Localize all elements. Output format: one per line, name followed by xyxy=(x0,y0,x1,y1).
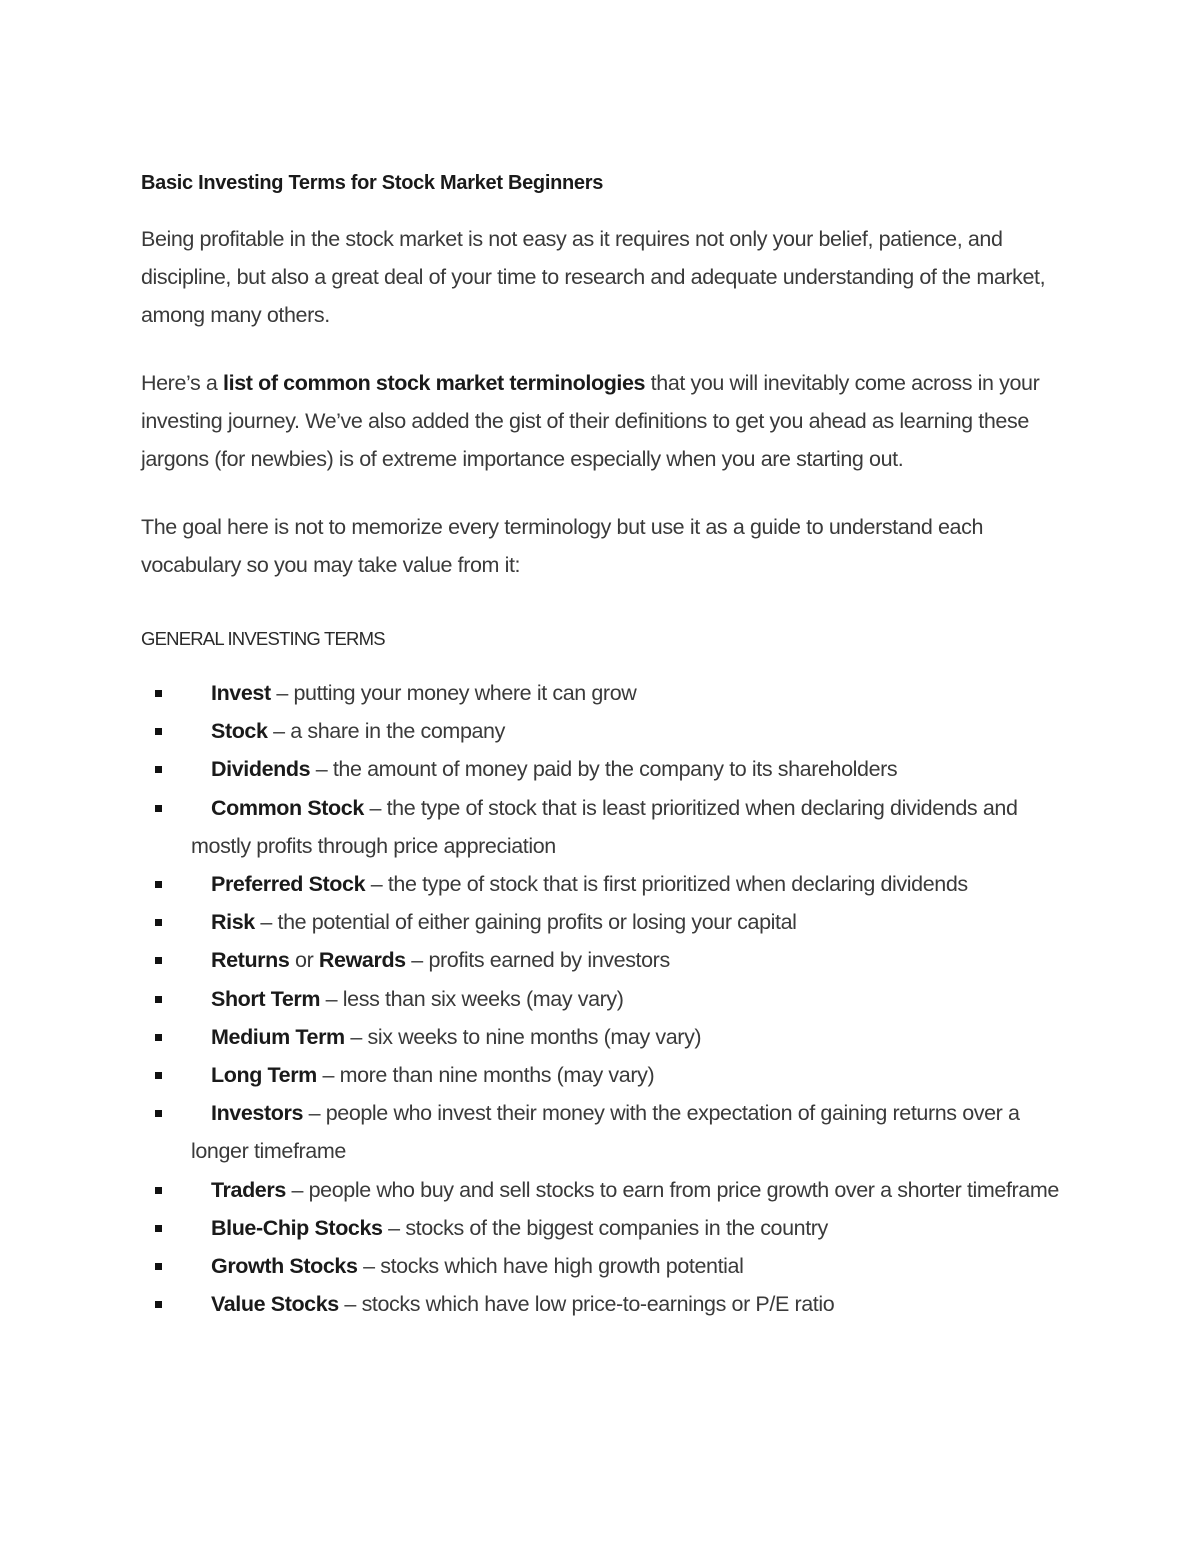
list-item xyxy=(191,1285,1061,1323)
term-definition: – stocks of the biggest companies in the country xyxy=(382,1215,828,1240)
term-definition: – stocks which have high growth potential xyxy=(357,1254,744,1279)
term-name: Common Stock xyxy=(211,795,364,820)
terms-list xyxy=(141,674,1061,1323)
square-bullet-icon xyxy=(155,1263,162,1270)
section-heading: GENERAL INVESTING TERMS xyxy=(141,628,385,649)
para2-bold-phrase: list of common stock market terminologies xyxy=(223,371,646,395)
term-name: Long Term xyxy=(211,1063,317,1088)
term-name: Medium Term xyxy=(211,1024,345,1049)
document-title: Basic Investing Terms for Stock Market Beginners xyxy=(141,172,604,194)
term-definition: – putting your money where it can grow xyxy=(270,681,637,705)
square-bullet-icon xyxy=(155,1301,162,1308)
term-name: Preferred Stock xyxy=(211,872,366,897)
term-definition: – a share in the company xyxy=(267,719,505,744)
term-definition: – people who buy and sell stocks to earn from price growth over a shorter timeframe xyxy=(285,1177,1059,1202)
square-bullet-icon xyxy=(155,881,162,888)
term-name: Blue-Chip Stocks xyxy=(211,1215,383,1240)
term-name: Invest xyxy=(211,681,271,705)
square-bullet-icon xyxy=(155,1110,162,1117)
para2-prefix: Here’s a xyxy=(141,371,224,395)
list-item xyxy=(191,1018,1061,1056)
square-bullet-icon xyxy=(155,766,162,773)
term-definition: – less than six weeks (may vary) xyxy=(320,986,624,1011)
square-bullet-icon xyxy=(155,919,162,926)
term-name: Dividends xyxy=(211,757,311,782)
term-name: Value Stocks xyxy=(211,1292,339,1317)
goal-paragraph: The goal here is not to memorize every terminology but use it as a guide to understand each vocabulary so you may take value from it: xyxy=(141,515,984,577)
list-item xyxy=(191,1247,1061,1285)
term-name: Short Term xyxy=(211,986,321,1011)
document-page xyxy=(141,168,1061,1323)
square-bullet-icon xyxy=(155,728,162,735)
term-name: Traders xyxy=(211,1177,286,1202)
square-bullet-icon xyxy=(155,957,162,964)
list-item xyxy=(191,712,1061,750)
list-item xyxy=(191,865,1061,903)
list-item xyxy=(191,1209,1061,1247)
list-item xyxy=(191,1056,1061,1094)
list-item xyxy=(191,903,1061,941)
term-name: Returns xyxy=(211,948,290,973)
term-definition: – stocks which have low price-to-earnings or P/E ratio xyxy=(338,1292,835,1317)
term-definition: – the type of stock that is first prioritized when declaring dividends xyxy=(365,872,968,897)
list-item xyxy=(191,941,1061,979)
term-definition: – profits earned by investors xyxy=(405,948,670,973)
square-bullet-icon xyxy=(155,1034,162,1041)
square-bullet-icon xyxy=(155,690,162,697)
square-bullet-icon xyxy=(155,996,162,1003)
list-item xyxy=(191,789,1061,865)
list-item xyxy=(191,1094,1061,1170)
term-name: Risk xyxy=(211,910,255,935)
term-connector: or xyxy=(289,948,319,973)
square-bullet-icon xyxy=(155,1072,162,1079)
term-name: Stock xyxy=(211,719,268,744)
square-bullet-icon xyxy=(155,805,162,812)
intro-paragraph: Being profitable in the stock market is not easy as it requires not only your belief, patience, and discipline, but also a great deal of your time to research and adequate understanding of the market, among many others. xyxy=(141,227,1046,327)
square-bullet-icon xyxy=(155,1187,162,1194)
term-definition: – the type of stock that is least prioritized when declaring dividends and mostly profits through price appreciation xyxy=(191,795,1018,858)
term-name: Growth Stocks xyxy=(211,1254,358,1279)
term-definition: – more than nine months (may vary) xyxy=(316,1063,655,1088)
terminology-paragraph xyxy=(141,364,1061,478)
term-definition: – the potential of either gaining profits or losing your capital xyxy=(254,910,797,935)
square-bullet-icon xyxy=(155,1225,162,1232)
term-definition: – people who invest their money with the expectation of gaining returns over a longer timeframe xyxy=(191,1101,1020,1164)
term-name: Investors xyxy=(211,1101,303,1126)
list-item xyxy=(191,980,1061,1018)
list-item xyxy=(191,750,1061,788)
term-definition: – six weeks to nine months (may vary) xyxy=(344,1024,702,1049)
list-item xyxy=(191,1171,1061,1209)
term-definition: – the amount of money paid by the company to its shareholders xyxy=(310,757,898,782)
list-item xyxy=(191,674,1061,712)
term-name: Rewards xyxy=(318,948,406,973)
para2-suffix: that you will inevitably come across in your investing journey. We’ve also added the gist of their definitions to get you ahead as learning these jargons (for newbies) is of extreme importance especially when you are starting out. xyxy=(141,371,1040,471)
